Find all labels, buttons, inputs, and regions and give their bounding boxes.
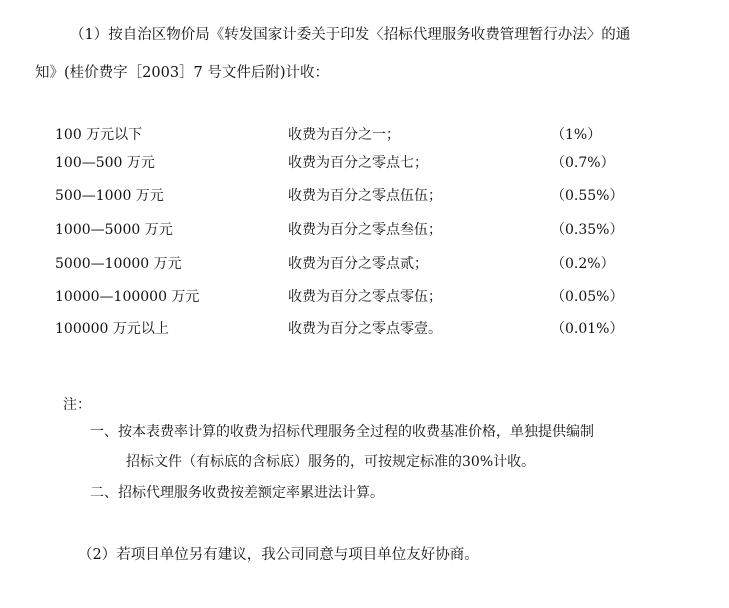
note-item-1-line-2: 招标文件（有标底的含标底）服务的，可按规定标准的30%计收。 bbox=[126, 454, 536, 470]
rate-range: 5000—10000 万元 bbox=[55, 256, 182, 272]
rate-range: 500—1000 万元 bbox=[55, 188, 164, 204]
rate-percent: （0.7%） bbox=[551, 155, 615, 171]
rate-range: 10000—100000 万元 bbox=[55, 289, 200, 305]
rate-row bbox=[0, 289, 729, 311]
rate-percent: （0.2%） bbox=[551, 256, 615, 272]
paragraph-2: （2）若项目单位另有建议，我公司同意与项目单位友好协商。 bbox=[78, 547, 479, 563]
rate-row bbox=[0, 127, 729, 149]
rate-row bbox=[0, 321, 729, 343]
rate-description: 收费为百分之零点零壹。 bbox=[288, 321, 442, 337]
rate-row bbox=[0, 188, 729, 210]
note-item-2: 二、招标代理服务收费按差额定率累进法计算。 bbox=[90, 485, 384, 501]
rate-percent: （0.35%） bbox=[551, 222, 624, 238]
rate-description: 收费为百分之零点贰； bbox=[288, 256, 428, 272]
note-item-1-line-1: 一、按本表费率计算的收费为招标代理服务全过程的收费基准价格，单独提供编制 bbox=[90, 424, 594, 440]
rate-description: 收费为百分之零点伍伍； bbox=[288, 188, 442, 204]
paragraph-1-line-1: （1）按自治区物价局《转发国家计委关于印发〈招标代理服务收费管理暂行办法〉的通 bbox=[70, 27, 631, 43]
rate-range: 100—500 万元 bbox=[55, 155, 155, 171]
rate-range: 100000 万元以上 bbox=[55, 321, 169, 337]
rate-range: 1000—5000 万元 bbox=[55, 222, 173, 238]
rate-description: 收费为百分之零点零伍； bbox=[288, 289, 442, 305]
paragraph-1-line-2: 知》(桂价费字［2003］7 号文件后附)计收： bbox=[35, 65, 330, 81]
rate-description: 收费为百分之一； bbox=[288, 127, 400, 143]
rate-percent: （0.55%） bbox=[551, 188, 624, 204]
rate-percent: （0.01%） bbox=[551, 321, 624, 337]
rate-description: 收费为百分之零点七； bbox=[288, 155, 428, 171]
rate-row bbox=[0, 155, 729, 177]
rate-range: 100 万元以下 bbox=[55, 127, 143, 143]
rate-percent: （1%） bbox=[551, 127, 602, 143]
rate-description: 收费为百分之零点叁伍； bbox=[288, 222, 442, 238]
rate-row bbox=[0, 222, 729, 244]
rate-percent: （0.05%） bbox=[551, 289, 624, 305]
rate-row bbox=[0, 256, 729, 278]
notes-title: 注： bbox=[63, 397, 91, 413]
